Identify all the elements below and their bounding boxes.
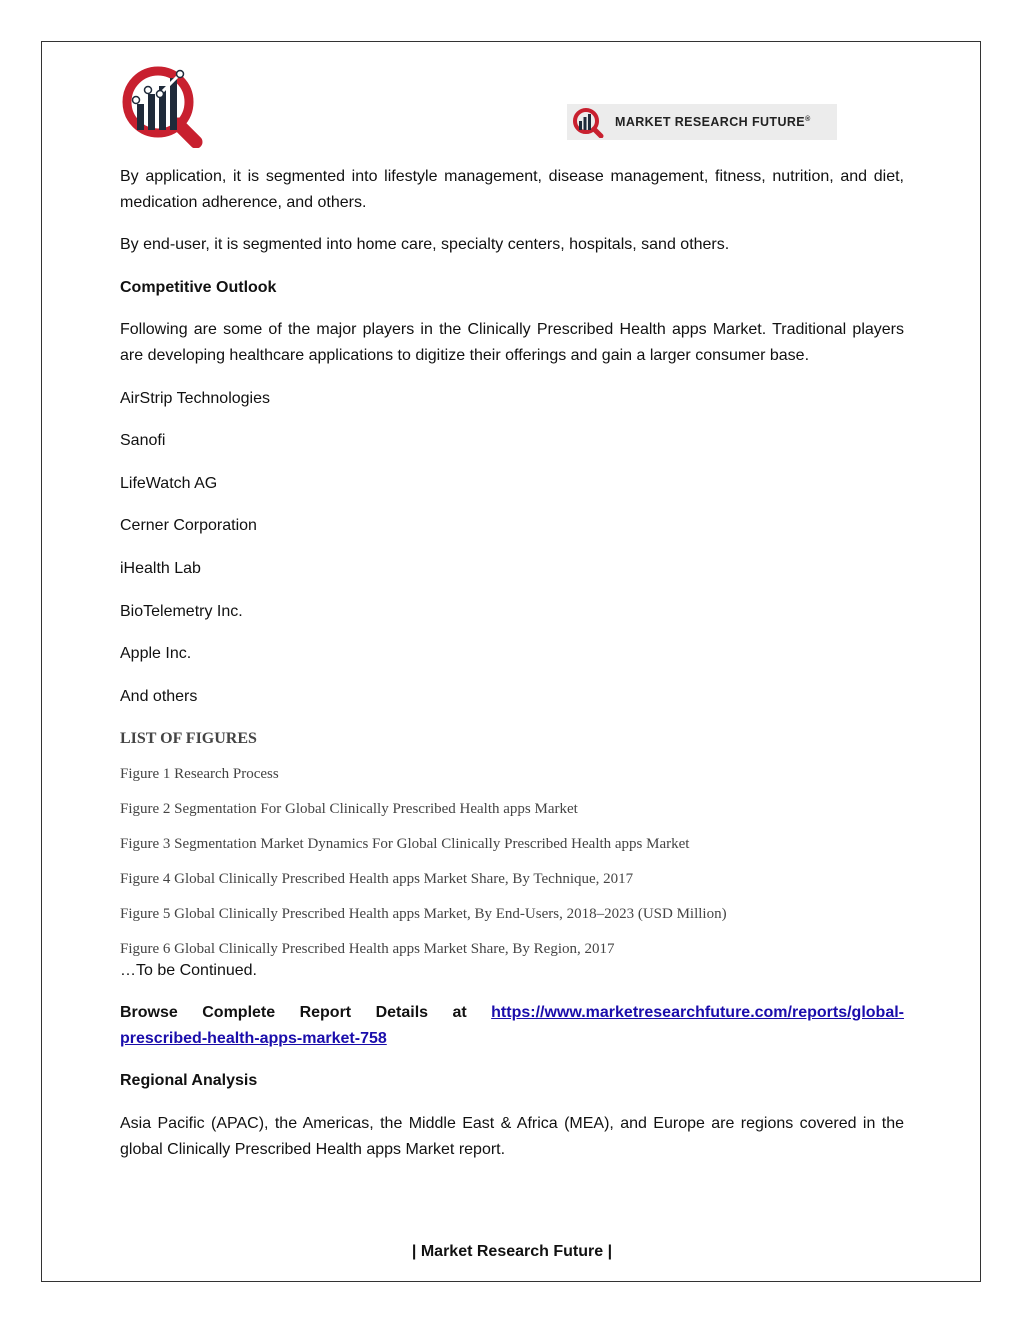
page-footer: | Market Research Future | — [411, 1243, 613, 1260]
regional-analysis-heading: Regional Analysis — [120, 1072, 258, 1089]
player-item: Cerner Corporation — [120, 517, 257, 534]
browse-word: Complete — [202, 1004, 276, 1021]
player-item: Apple Inc. — [120, 645, 192, 662]
player-item: LifeWatch AG — [120, 475, 218, 492]
player-item: iHealth Lab — [120, 560, 201, 577]
player-item: BioTelemetry Inc. — [120, 603, 243, 620]
report-link-line2-wrap — [120, 1026, 904, 1052]
application-paragraph: By application, it is segmented into lifestyle management, disease management, fitness, nutrition, and diet, medication adherence, and others. — [120, 168, 904, 211]
brand-banner — [567, 104, 837, 140]
report-link-line2[interactable]: prescribed-health-apps-market-758 — [120, 1030, 387, 1047]
figure-item: Figure 4 Global Clinically Prescribed Health apps Market Share, By Technique, 2017 — [120, 871, 634, 887]
regional-analysis-paragraph: Asia Pacific (APAC), the Americas, the Middle East & Africa (MEA), and Europe are regions covered in the global Clinically Prescribed Health apps Market report. — [120, 1115, 904, 1158]
end-user-paragraph: By end-user, it is segmented into home care, specialty centers, hospitals, sand others. — [120, 236, 730, 253]
browse-line — [120, 1000, 904, 1026]
banner-logo-icon — [571, 106, 611, 138]
player-item: AirStrip Technologies — [120, 390, 271, 407]
competitive-outlook-heading: Competitive Outlook — [120, 279, 277, 296]
list-of-figures-heading: LIST OF FIGURES — [120, 730, 257, 747]
player-item: Sanofi — [120, 432, 166, 449]
banner-text: MARKET RESEARCH FUTURE® — [615, 115, 811, 129]
browse-word: Report — [299, 1004, 352, 1021]
figure-item: Figure 3 Segmentation Market Dynamics For Global Clinically Prescribed Health apps Market — [120, 836, 690, 852]
figure-item: Figure 2 Segmentation For Global Clinically Prescribed Health apps Market — [120, 801, 578, 817]
report-link-line1[interactable]: https://www.marketresearchfuture.com/reports/global- — [491, 1004, 904, 1021]
player-item: And others — [120, 688, 198, 705]
browse-word: at — [452, 1004, 467, 1021]
figure-item: Figure 5 Global Clinically Prescribed Health apps Market, By End-Users, 2018–2023 (USD Million) — [120, 906, 727, 922]
browse-word: Details — [375, 1004, 429, 1021]
brand-logo-icon — [122, 64, 208, 148]
competitive-intro-paragraph: Following are some of the major players in the Clinically Prescribed Health apps Market. Traditional players are developing healthcare applications to digitize their offerings and gain a larger consumer base. — [120, 321, 904, 364]
to-be-continued: …To be Continued. — [120, 962, 257, 979]
browse-word: Browse — [120, 1004, 178, 1021]
figure-item: Figure 1 Research Process — [120, 766, 279, 782]
figure-item: Figure 6 Global Clinically Prescribed Health apps Market Share, By Region, 2017 — [120, 941, 615, 957]
